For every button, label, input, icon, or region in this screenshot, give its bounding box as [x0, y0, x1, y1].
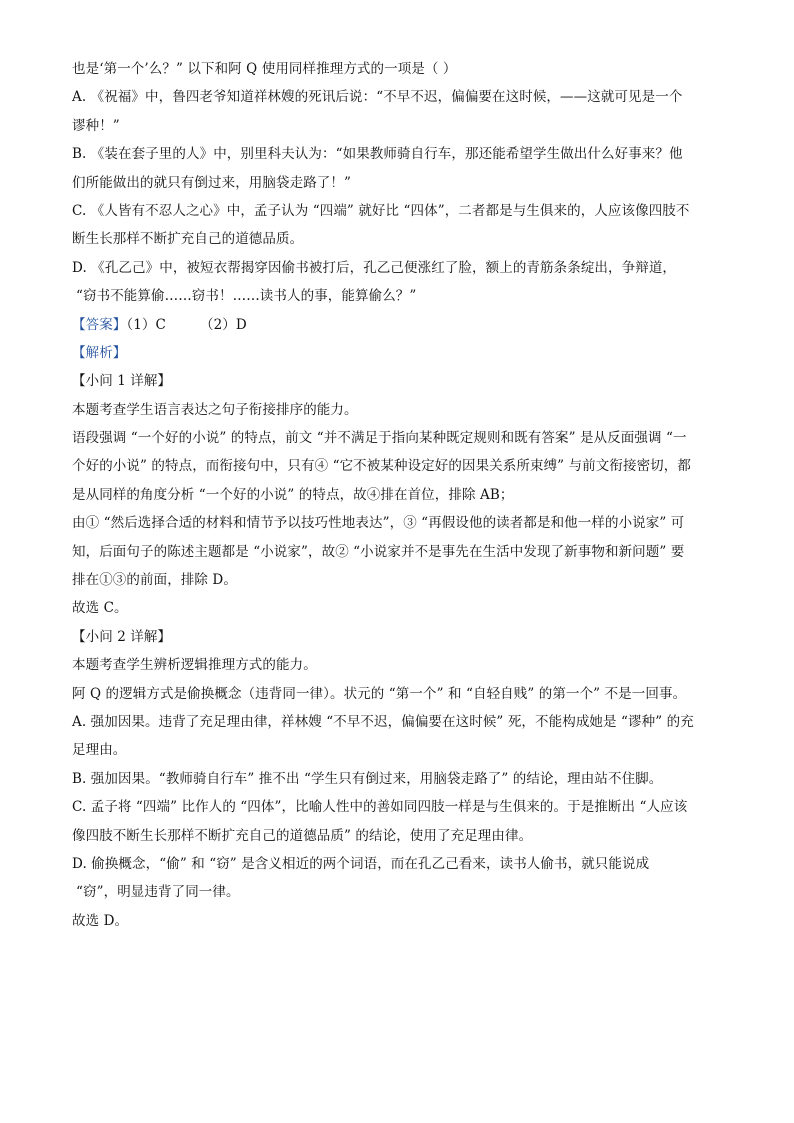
analysis-line: 排在①③的前面，排除 D。	[72, 572, 237, 589]
analysis-line: D. 偷换概念，“偷” 和 “窃” 是含义相近的两个词语，而在孔乙己看来，读书人偷书，就只能说成	[72, 855, 650, 872]
analysis-line: 本题考查学生辨析逻辑推理方式的能力。	[72, 657, 317, 674]
sub-question-2-analysis	[72, 628, 722, 930]
option-c	[72, 202, 722, 248]
analysis-line: B. 强加因果。“教师骑自行车” 推不出 “学生只有倒过来，用脑袋走路了” 的结论，理由站不住脚。	[72, 770, 663, 787]
document-page	[72, 60, 722, 940]
option-line: 们所能做出的就只有倒过来，用脑袋走路了！”	[72, 174, 352, 191]
answer-line	[72, 316, 722, 334]
analysis-tag: 【解析】	[72, 344, 127, 361]
sub-question-1-analysis	[72, 372, 722, 617]
option-a	[72, 88, 722, 134]
option-line: C. 《人皆有不忍人之心》中，孟子认为 “四端” 就好比 “四体”，二者都是与生俱来的，人应该像四肢不	[72, 202, 690, 219]
analysis-line: 故选 D。	[72, 912, 129, 929]
option-line: A. 《祝福》中，鲁四老爷知道祥林嫂的死讯后说：“不早不迟，偏偏要在这时候，——这就可见是一个	[72, 89, 683, 106]
option-line: B. 《装在套子里的人》中，别里科夫认为：“如果教师骑自行车，那还能希望学生做出什么好事来？他	[72, 146, 683, 163]
analysis-line: 故选 C。	[72, 600, 128, 617]
analysis-line: 足理由。	[72, 742, 127, 759]
analysis-line: 知，后面句子的陈述主题都是 “小说家”，故② “小说家并不是事先在生活中发现了新事物和新问题” 要	[72, 543, 685, 560]
option-b	[72, 145, 722, 191]
analysis-line: 是从同样的角度分析 “一个好的小说” 的特点，故④排在首位，排除 AB；	[72, 486, 514, 503]
analysis-line: 由① “然后选择合适的材料和情节予以技巧性地表达”，③ “再假设他的读者都是和他一样的小说家” 可	[72, 515, 685, 532]
analysis-line: A. 强加因果。违背了充足理由律，祥林嫂 “不早不迟，偏偏要在这时候” 死，不能构成她是 “谬种” 的充	[72, 713, 694, 730]
option-line: 谬种！”	[72, 117, 120, 134]
answer-tag: 【答案】	[72, 316, 127, 333]
option-line: “窃书不能算偷……窃书！……读书人的事，能算偷么？”	[76, 288, 417, 305]
section-heading: 【小问 2 详解】	[72, 628, 172, 645]
analysis-line: 像四肢不断生长那样不断扩充自己的道德品质” 的结论，使用了充足理由律。	[72, 827, 533, 844]
option-line: 断生长那样不断扩充自己的道德品质。	[72, 231, 304, 248]
analysis-line: C. 孟子将 “四端” 比作人的 “四体”，比喻人性中的善如同四肢一样是与生俱来的。于是推断出 “人应该	[72, 799, 688, 816]
answer-part-1: （1）C	[126, 316, 166, 333]
analysis-line: 阿 Q 的逻辑方式是偷换概念（违背同一律）。状元的 “第一个” 和 “自轻自贱” 的第一个” 不是一回事。	[72, 685, 687, 702]
analysis-line: 语段强调 “一个好的小说” 的特点，前文 “并不满足于指向某种既定规则和既有答案” 是从反面强调 “一	[72, 430, 687, 447]
answer-part-2: （2）D	[199, 316, 247, 333]
option-line: D. 《孔乙己》中，被短衣帮揭穿因偷书被打后，孔乙己便涨红了脸，额上的青筋条条绽出，争辩道，	[72, 259, 677, 276]
section-heading: 【小问 1 详解】	[72, 373, 172, 390]
analysis-line: 个好的小说” 的特点，而衔接句中，只有④ “它不被某种设定好的因果关系所束缚” 与前文衔接密切，都	[72, 458, 691, 475]
question-stem-tail: 也是‘第一个’么？” 以下和阿 Q 使用同样推理方式的一项是（ ）	[72, 61, 457, 77]
analysis-line: “窃”，明显违背了同一律。	[76, 884, 240, 901]
option-d	[72, 259, 722, 305]
analysis-line: 本题考查学生语言表达之句子衔接排序的能力。	[72, 401, 358, 418]
